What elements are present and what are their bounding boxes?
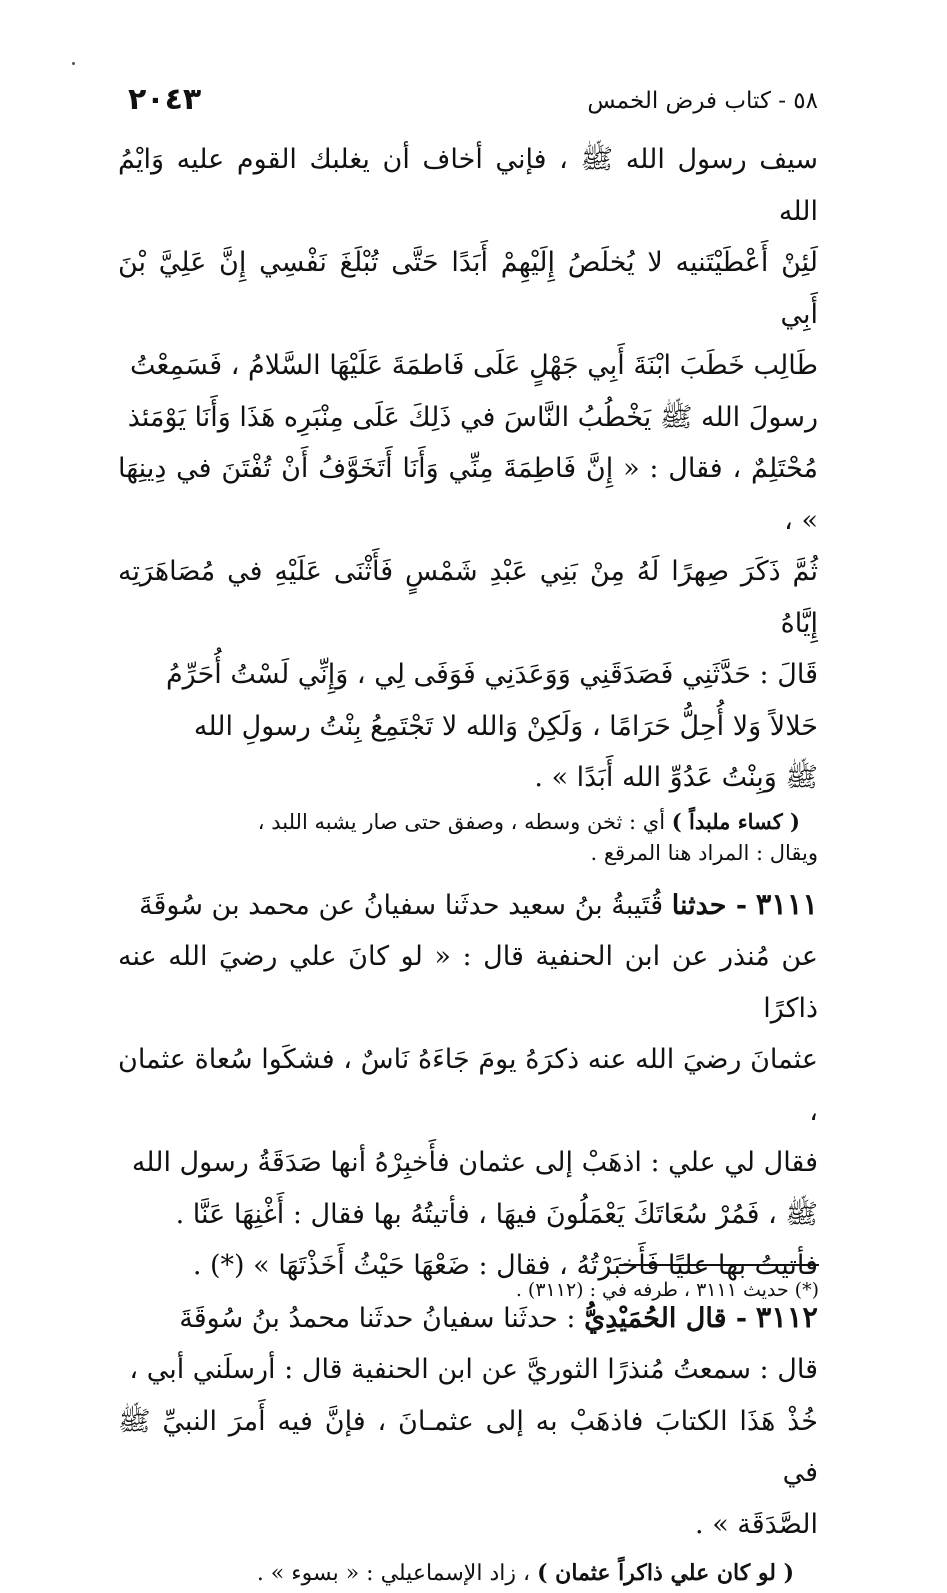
text-line: الصَّدَقَة » . — [695, 1508, 818, 1540]
hadith-chain: قُتَيبةُ بنُ سعيد حدثَنا سفيانُ عن محمد بن سُوقَةَ — [139, 889, 664, 921]
running-header — [118, 82, 818, 132]
hadith-3111 — [118, 879, 818, 1292]
book-page — [118, 82, 818, 1593]
gloss-line — [118, 1554, 818, 1593]
text-line: خُذْ هَذَا الكتابَ فاذهَبْ به إلى عثمـانَ ، فإنَّ فيه أَمرَ النبيِّ ﷺ في — [118, 1405, 818, 1488]
gloss-term: ( كساء ملبداً ) — [671, 808, 800, 834]
text-line: لَئِنْ أَعْطَيْتَنيه لا يُخلَصُ إِلَيْهِمْ أَبَدًا حَتَّى تُبْلَغَ نَفْسِي إِنَّ عَلِيَّ بْنَ أَبِي — [118, 247, 818, 330]
text-line: ثُمَّ ذَكَرَ صِهرًا لَهُ مِنْ بَنِي عَبْدِ شَمْسٍ فَأَثْنَى عَلَيْهِ في مُصَاهَرَتِه إِيَّاهُ — [118, 556, 818, 639]
text-line: سيف رسول الله ﷺ ، فإني أخاف أن يغلبك القوم عليه وَايْمُ الله — [118, 144, 818, 227]
page-number: ٢٠٤٣ — [128, 82, 202, 117]
text-line: قَالَ : حَدَّثَنِي فَصَدَقَنِي وَوَعَدَنِي فَوَفَى لِي ، وَإِنِّي لَسْتُ أُحَرِّمُ — [165, 659, 818, 690]
footnote: (*) حديث ٣١١١ ، طرفه في : (٣١١٢) . — [515, 1279, 819, 1301]
gloss-line — [118, 806, 818, 838]
main-text-block — [118, 134, 818, 804]
text-line: فقال لي علي : اذهَبْ إلى عثمان فأَخبِرْهُ أنها صَدَقَةُ رسول الله — [131, 1147, 818, 1178]
hadith-number: ٣١١١ — [755, 886, 818, 921]
hadith-chain: : حدثَنا سفيانُ حدثَنا محمدُ بنُ سُوقَةَ — [179, 1302, 576, 1334]
hadith-lead: - حدثنا — [671, 889, 748, 921]
chapter-title: ٥٨ - كتاب فرض الخمس — [587, 88, 818, 114]
text-line: قال : سمعتُ مُنذرًا الثوريَّ عن ابن الحنفية قال : أرسلَني أبي ، — [129, 1354, 818, 1385]
hadith-lead: - قال الحُمَيْدِيُّ — [584, 1302, 748, 1334]
text-line: مُحْتَلِمٌ ، فقال : « إِنَّ فَاطِمَةَ مِنِّي وَأَنَا أَتَخَوَّفُ أَنْ تُفْتَنَ في دِينِهَا » ، — [118, 453, 818, 536]
hadith-number: ٣١١٢ — [755, 1299, 818, 1334]
gloss-line: ويقال : المراد هنا المرقع . — [590, 840, 818, 865]
hadith-3112 — [118, 1292, 818, 1551]
gloss-explanation: ، زاد الإسماعيلي : « بسوء » . — [256, 1561, 531, 1586]
gloss-term: ( لو كان علي ذاكراً عثمان ) — [537, 1560, 794, 1586]
text-line: عثمانَ رضيَ الله عنه ذكرَهُ يومَ جَاءَهُ نَاسٌ ، فشكَوا سُعاة عثمان ، — [118, 1044, 818, 1127]
text-line: حَلالاً وَلا أُحِلُّ حَرَامًا ، وَلَكِنْ وَالله لا تَجْتَمِعُ بِنْتُ رسولِ الله — [193, 710, 818, 742]
scan-speck — [72, 62, 75, 65]
text-line: رسولَ الله ﷺ يَخْطُبُ النَّاسَ في ذَلِكَ عَلَى مِنْبَرِه هَذَا وَأَنَا يَوْمَئذ — [127, 401, 818, 433]
text-line: ﷺ ، فَمُرْ سُعَاتَكَ يَعْمَلُونَ فيهَا ، فأتيتُهُ بها فقال : أَغْنِهَا عَنَّا . — [175, 1198, 818, 1230]
text-line: عن مُنذر عن ابن الحنفية قال : « لو كانَ علي رضيَ الله عنه ذاكرًا — [118, 941, 818, 1024]
gloss-explanation: أي : ثخن وسطه ، وصفق حتى صار يشبه اللبد ، — [257, 809, 666, 834]
gloss-block — [118, 806, 818, 869]
hadith-first-line — [118, 879, 818, 932]
text-line: طَالِب خَطَبَ ابْنَةَ أَبِي جَهْلٍ عَلَى فَاطمَةَ عَلَيْهَا السَّلامُ ، فَسَمِعْتُ — [130, 350, 818, 381]
text-line: فأتيتُ بها عليًا فَأَخبَرْتُهُ ، فقال : ضَعْهَا حَيْثُ أَخَذْتَهَا » (*) . — [192, 1250, 818, 1281]
text-line: ﷺ وَبِنْتُ عَدُوِّ الله أَبَدًا » . — [534, 762, 818, 793]
footnote-divider — [619, 1264, 819, 1266]
